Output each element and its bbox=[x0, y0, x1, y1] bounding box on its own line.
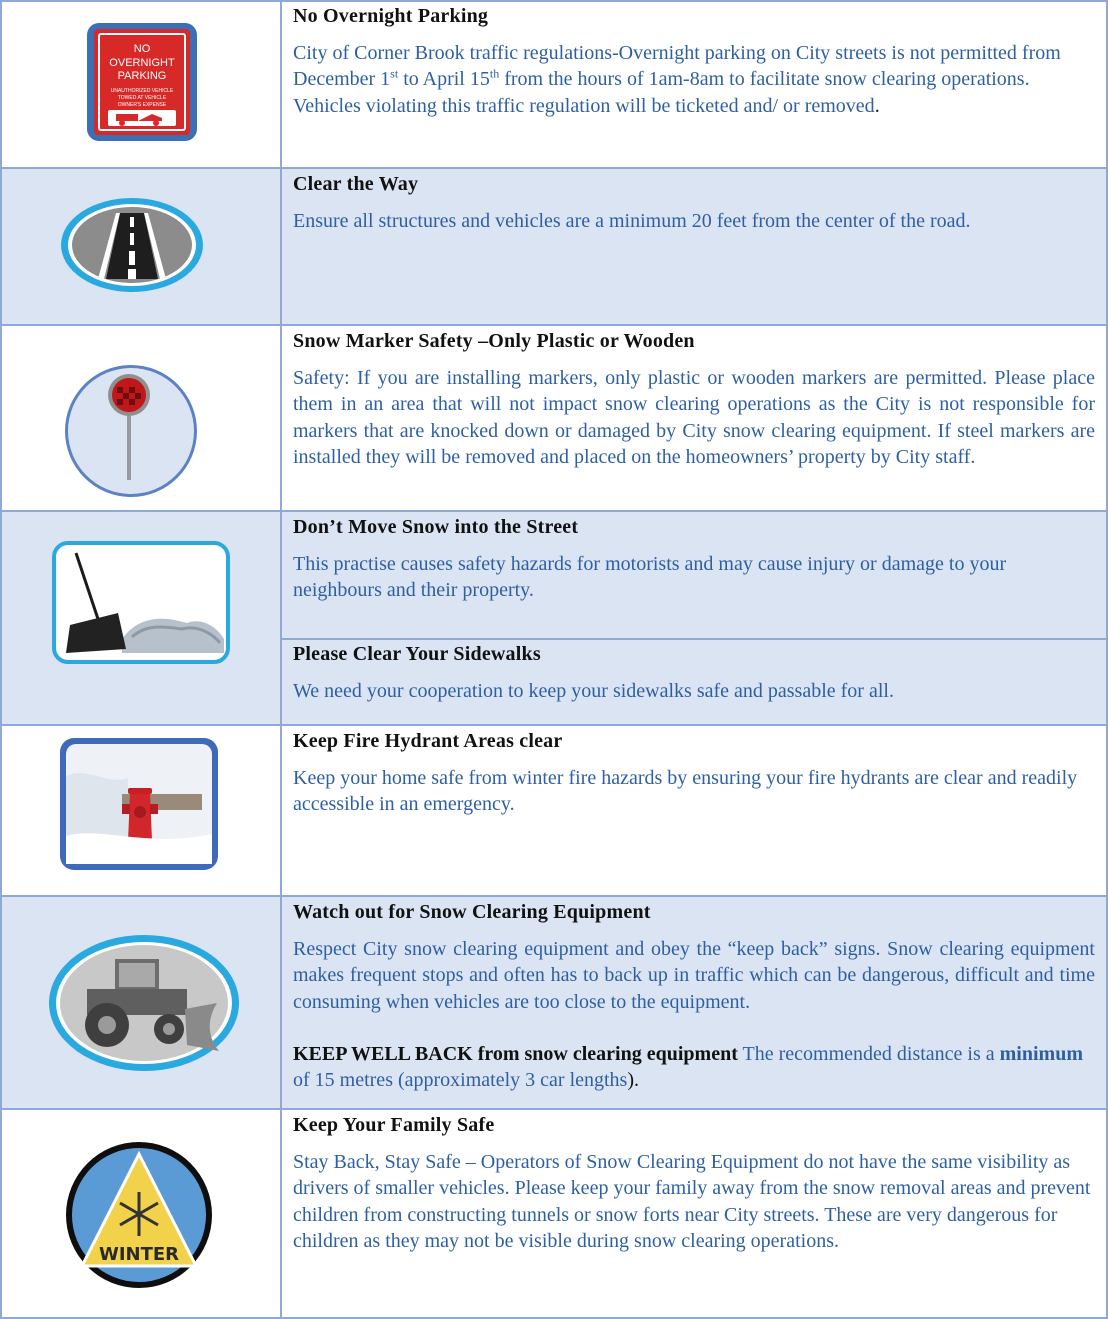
icon-cell bbox=[0, 0, 281, 168]
sign-text-line2: OVERNIGHT bbox=[109, 57, 175, 69]
snow-shovel-icon bbox=[52, 541, 230, 670]
subcell-dont-move-snow bbox=[281, 511, 1108, 638]
table-row-clear-the-way bbox=[0, 168, 1108, 325]
grid-line bbox=[0, 895, 1108, 897]
grid-line bbox=[0, 1108, 1108, 1110]
text-cell bbox=[281, 0, 1108, 168]
row-body: Respect City snow clearing equipment and obey the “keep back” signs. Snow clearing equipment makes frequent stops and often has to back up in traffic which can be dangerous, difficult and time consuming when vehicles are too close to the equipment. bbox=[293, 938, 1095, 1013]
row-title: Snow Marker Safety –Only Plastic or Wooden bbox=[293, 330, 695, 352]
text-cell bbox=[281, 896, 1108, 1109]
icon-cell bbox=[0, 725, 281, 896]
row-title: Don’t Move Snow into the Street bbox=[293, 516, 579, 538]
sign-small-line1: UNAUTHORIZED VEHICLE bbox=[110, 88, 174, 94]
text-cell bbox=[281, 325, 1108, 511]
row-title: Keep Your Family Safe bbox=[293, 1114, 495, 1136]
road-icon bbox=[58, 195, 206, 300]
row-title: Clear the Way bbox=[293, 173, 419, 195]
row-body: Stay Back, Stay Safe – Operators of Snow Clearing Equipment do not have the same visibility as drivers of smaller vehicles. Please keep your family away from the snow removal areas and prevent children from constructing tunnels or snow forts near City streets. These are very dangerous for children as they may not be visible during snow clearing operations. bbox=[293, 1151, 1091, 1253]
grid-line bbox=[0, 0, 2, 1319]
table-row-dont-move-snow bbox=[0, 511, 1108, 725]
grid-line bbox=[280, 0, 282, 1319]
winter-warning-sign-icon bbox=[64, 1140, 214, 1295]
row-title: No Overnight Parking bbox=[293, 5, 489, 27]
icon-cell bbox=[0, 325, 281, 511]
snow-plow-tractor-icon bbox=[47, 933, 241, 1078]
sign-text-line1: NO bbox=[133, 43, 151, 55]
text-cell bbox=[281, 725, 1108, 896]
sign-small-line3: OWNER'S EXPENSE bbox=[117, 102, 167, 108]
table-row-snow-marker-safety bbox=[0, 325, 1108, 511]
row-body: Safety: If you are installing markers, only plastic or wooden markers are permitted. Please place them in an area that will not impact snow clearing operations as the City is not responsible for markers that are knocked down or damaged by City snow clearing equipment. If steel markers are installed they will be removed and placed on the homeowners’ property by City staff. bbox=[293, 367, 1095, 469]
row-body: Keep your home safe from winter fire hazards by ensuring your fire hydrants are clear and readily accessible in an emergency. bbox=[293, 767, 1078, 816]
grid-line bbox=[0, 324, 1108, 326]
text-cell bbox=[281, 511, 1108, 725]
icon-cell bbox=[0, 168, 281, 325]
winter-sign-text: WINTER bbox=[98, 1244, 180, 1265]
text-cell bbox=[281, 1109, 1108, 1319]
row-body: This practise causes safety hazards for motorists and may cause injury or damage to your neighbours and their property. bbox=[293, 553, 1007, 602]
icon-cell bbox=[0, 511, 281, 725]
table-row-fire-hydrant bbox=[0, 725, 1108, 896]
row-title: Keep Fire Hydrant Areas clear bbox=[293, 730, 563, 752]
sign-text-line3: PARKING bbox=[117, 70, 167, 82]
row-title: Watch out for Snow Clearing Equipment bbox=[293, 901, 651, 923]
grid-line bbox=[0, 167, 1108, 169]
row-body-2: We need your cooperation to keep your sidewalks safe and passable for all. bbox=[293, 680, 894, 702]
row-emphasis: KEEP WELL BACK from snow clearing equipment The recommended distance is a minimum of 15 metres (approximately 3 car lengths). bbox=[293, 1043, 1083, 1092]
grid-line bbox=[0, 724, 1108, 726]
text-cell bbox=[281, 168, 1108, 325]
table-row-no-overnight-parking bbox=[0, 0, 1108, 168]
subcell-clear-sidewalks bbox=[281, 640, 1108, 725]
grid-line bbox=[0, 510, 1108, 512]
grid-line bbox=[281, 638, 1108, 640]
fire-hydrant-icon bbox=[58, 736, 220, 877]
row-body: Ensure all structures and vehicles are a minimum 20 feet from the center of the road. bbox=[293, 210, 971, 232]
no-overnight-parking-sign bbox=[86, 22, 198, 147]
row-body: City of Corner Brook traffic regulations-Overnight parking on City streets is not permitted from December 1st to April 15th from the hours of 1am-8am to facilitate snow clearing operations. Vehicles violating this traffic regulation will be ticketed and/ or removed. bbox=[293, 42, 1061, 117]
table-row-snow-equipment bbox=[0, 896, 1108, 1109]
sign-small-line2: TOWED AT VEHICLE bbox=[117, 95, 167, 101]
grid-line bbox=[0, 0, 1108, 2]
icon-cell bbox=[0, 896, 281, 1109]
row-title-2: Please Clear Your Sidewalks bbox=[293, 643, 541, 665]
table-row-family-safe bbox=[0, 1109, 1108, 1319]
icon-cell bbox=[0, 1109, 281, 1319]
snow-marker-icon bbox=[63, 363, 199, 504]
